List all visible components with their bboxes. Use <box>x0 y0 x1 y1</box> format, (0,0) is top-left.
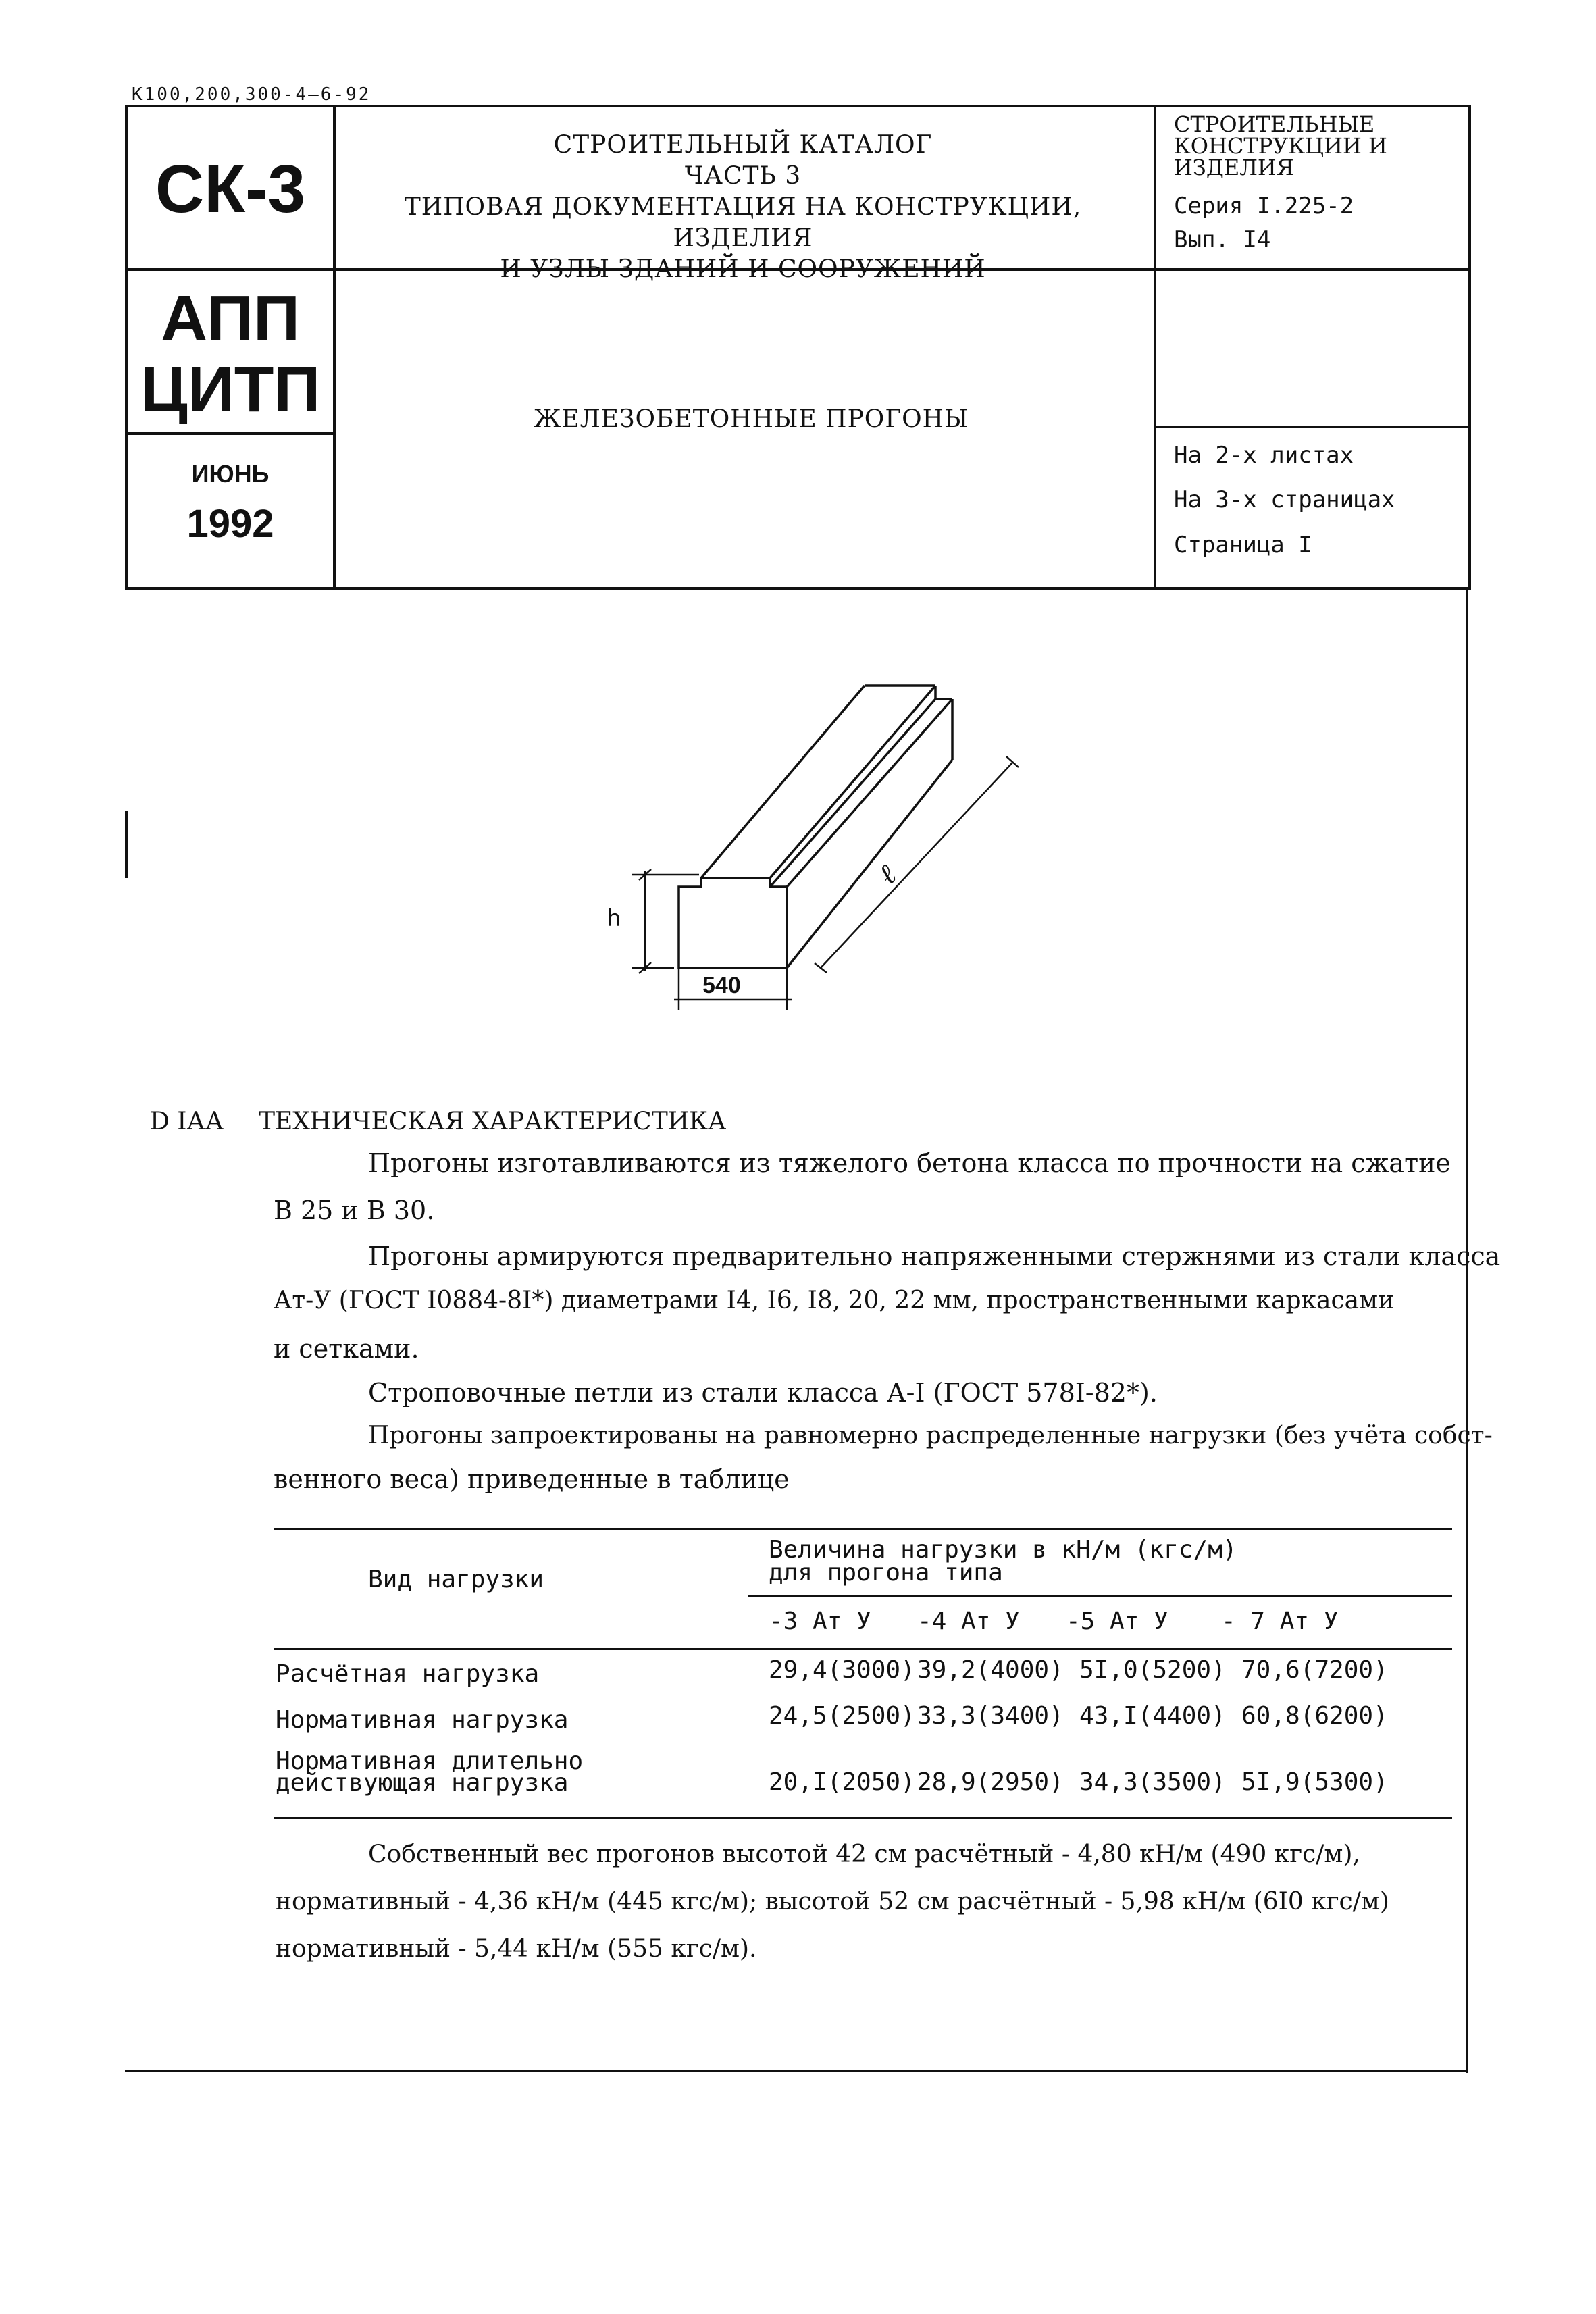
load-name-line: Нормативная длительно <box>276 1747 584 1775</box>
issue-month: ИЮНЬ <box>191 460 269 488</box>
section-title: ТЕХНИЧЕСКАЯ ХАРАКТЕРИСТИКА <box>259 1108 727 1135</box>
load-name <box>276 1747 584 1797</box>
section-code: D IАА <box>150 1108 224 1135</box>
heading-line: И УЗЛЫ ЗДАНИЙ И СООРУЖЕНИЙ <box>500 255 986 283</box>
catalog-heading <box>338 130 1148 285</box>
load-magnitude-header <box>769 1536 1237 1587</box>
org-line2: ЦИТП <box>140 353 321 426</box>
load-value: 43,I(4400) <box>1079 1702 1226 1730</box>
series-info <box>1174 113 1387 257</box>
load-value: 29,4(3000) <box>769 1656 915 1684</box>
issue-year: 1992 <box>186 502 274 546</box>
document-code: К100,200,300-4—6-92 <box>132 84 371 105</box>
height-label: h <box>607 905 621 932</box>
sheets-line: Страница I <box>1174 532 1312 559</box>
load-value: 60,8(6200) <box>1241 1702 1388 1730</box>
load-value: 34,3(3500) <box>1079 1768 1226 1796</box>
paragraph-line: Строповочные петли из стали класса А-I (ГОСТ 578I-82*). <box>368 1378 1158 1408</box>
type-header: - 7 Ат У <box>1221 1608 1339 1635</box>
heading-line: СТРОИТЕЛЬНЫЙ КАТАЛОГ <box>553 131 933 159</box>
load-type-header: Вид нагрузки <box>368 1566 544 1593</box>
heading-line: ТИПОВАЯ ДОКУМЕНТАЦИЯ НА КОНСТРУКЦИИ, ИЗДЕЛИЯ <box>404 193 1082 252</box>
series-line: СТРОИТЕЛЬНЫЕ <box>1174 111 1375 137</box>
sheets-line: На 2-х листах <box>1174 442 1354 469</box>
document-title: ЖЕЛЕЗОБЕТОННЫЕ ПРОГОНЫ <box>534 405 969 433</box>
heading-line: ЧАСТЬ 3 <box>684 162 802 190</box>
series-line: ИЗДЕЛИЯ <box>1174 155 1294 180</box>
catalog-code: СК-3 <box>155 151 306 227</box>
paragraph-line: Ат-У (ГОСТ I0884-8I*) диаметрами I4, I6, I8, 20, 22 мм, пространственными каркасами <box>274 1287 1395 1314</box>
paragraph-line: Прогоны изготавливаются из тяжелого бетона класса по прочности на сжатие <box>368 1148 1451 1178</box>
paragraph-line: Прогоны армируются предварительно напряженными стержнями из стали класса <box>368 1241 1501 1271</box>
load-value: 5I,9(5300) <box>1241 1768 1388 1796</box>
width-label: 540 <box>702 973 741 998</box>
type-header: -4 Ат У <box>917 1608 1020 1635</box>
load-value: 70,6(7200) <box>1241 1656 1388 1684</box>
type-header: -3 Ат У <box>769 1608 871 1635</box>
header-line: Величина нагрузки в кН/м (кгс/м) <box>769 1536 1237 1564</box>
paragraph-line: В 25 и В 30. <box>274 1195 435 1225</box>
load-name: Расчётная нагрузка <box>276 1660 540 1688</box>
purlin-section-outline <box>679 878 787 968</box>
paragraph-line: Прогоны запроектированы на равномерно распределенные нагрузки (без учёта собст- <box>368 1422 1493 1449</box>
load-value: 24,5(2500) <box>769 1702 915 1730</box>
sheets-info <box>1174 432 1395 569</box>
header-line: для прогона типа <box>769 1559 1003 1587</box>
series-number: Серия I.225-2 <box>1174 192 1354 220</box>
paragraph-line: и сетками. <box>274 1334 419 1364</box>
load-value: 28,9(2950) <box>917 1768 1064 1796</box>
org-line1: АПП <box>160 282 301 355</box>
sheets-line: На 3-х страницах <box>1174 486 1395 513</box>
own-weight-line: нормативный - 4,36 кН/м (445 кгс/м); высотой 52 см расчётный - 5,98 кН/м (6I0 кгс/м) <box>276 1888 1389 1916</box>
paragraph-line: венного веса) приведенные в таблице <box>274 1464 790 1494</box>
issue-number: Вып. I4 <box>1174 226 1271 253</box>
load-name-line: действующая нагрузка <box>276 1769 569 1797</box>
load-value: 39,2(4000) <box>917 1656 1064 1684</box>
series-line: КОНСТРУКЦИИ И <box>1174 133 1387 159</box>
load-value: 20,I(2050) <box>769 1768 915 1796</box>
own-weight-line: Собственный вес прогонов высотой 42 см расчётный - 4,80 кН/м (490 кгс/м), <box>368 1841 1360 1868</box>
load-name: Нормативная нагрузка <box>276 1706 569 1734</box>
own-weight-line: нормативный - 5,44 кН/м (555 кгс/м). <box>276 1935 757 1963</box>
length-label: ℓ <box>871 858 902 892</box>
load-value: 33,3(3400) <box>917 1702 1064 1730</box>
load-value: 5I,0(5200) <box>1079 1656 1226 1684</box>
type-header: -5 Ат У <box>1066 1608 1168 1635</box>
purlin-drawing <box>594 669 1054 1033</box>
